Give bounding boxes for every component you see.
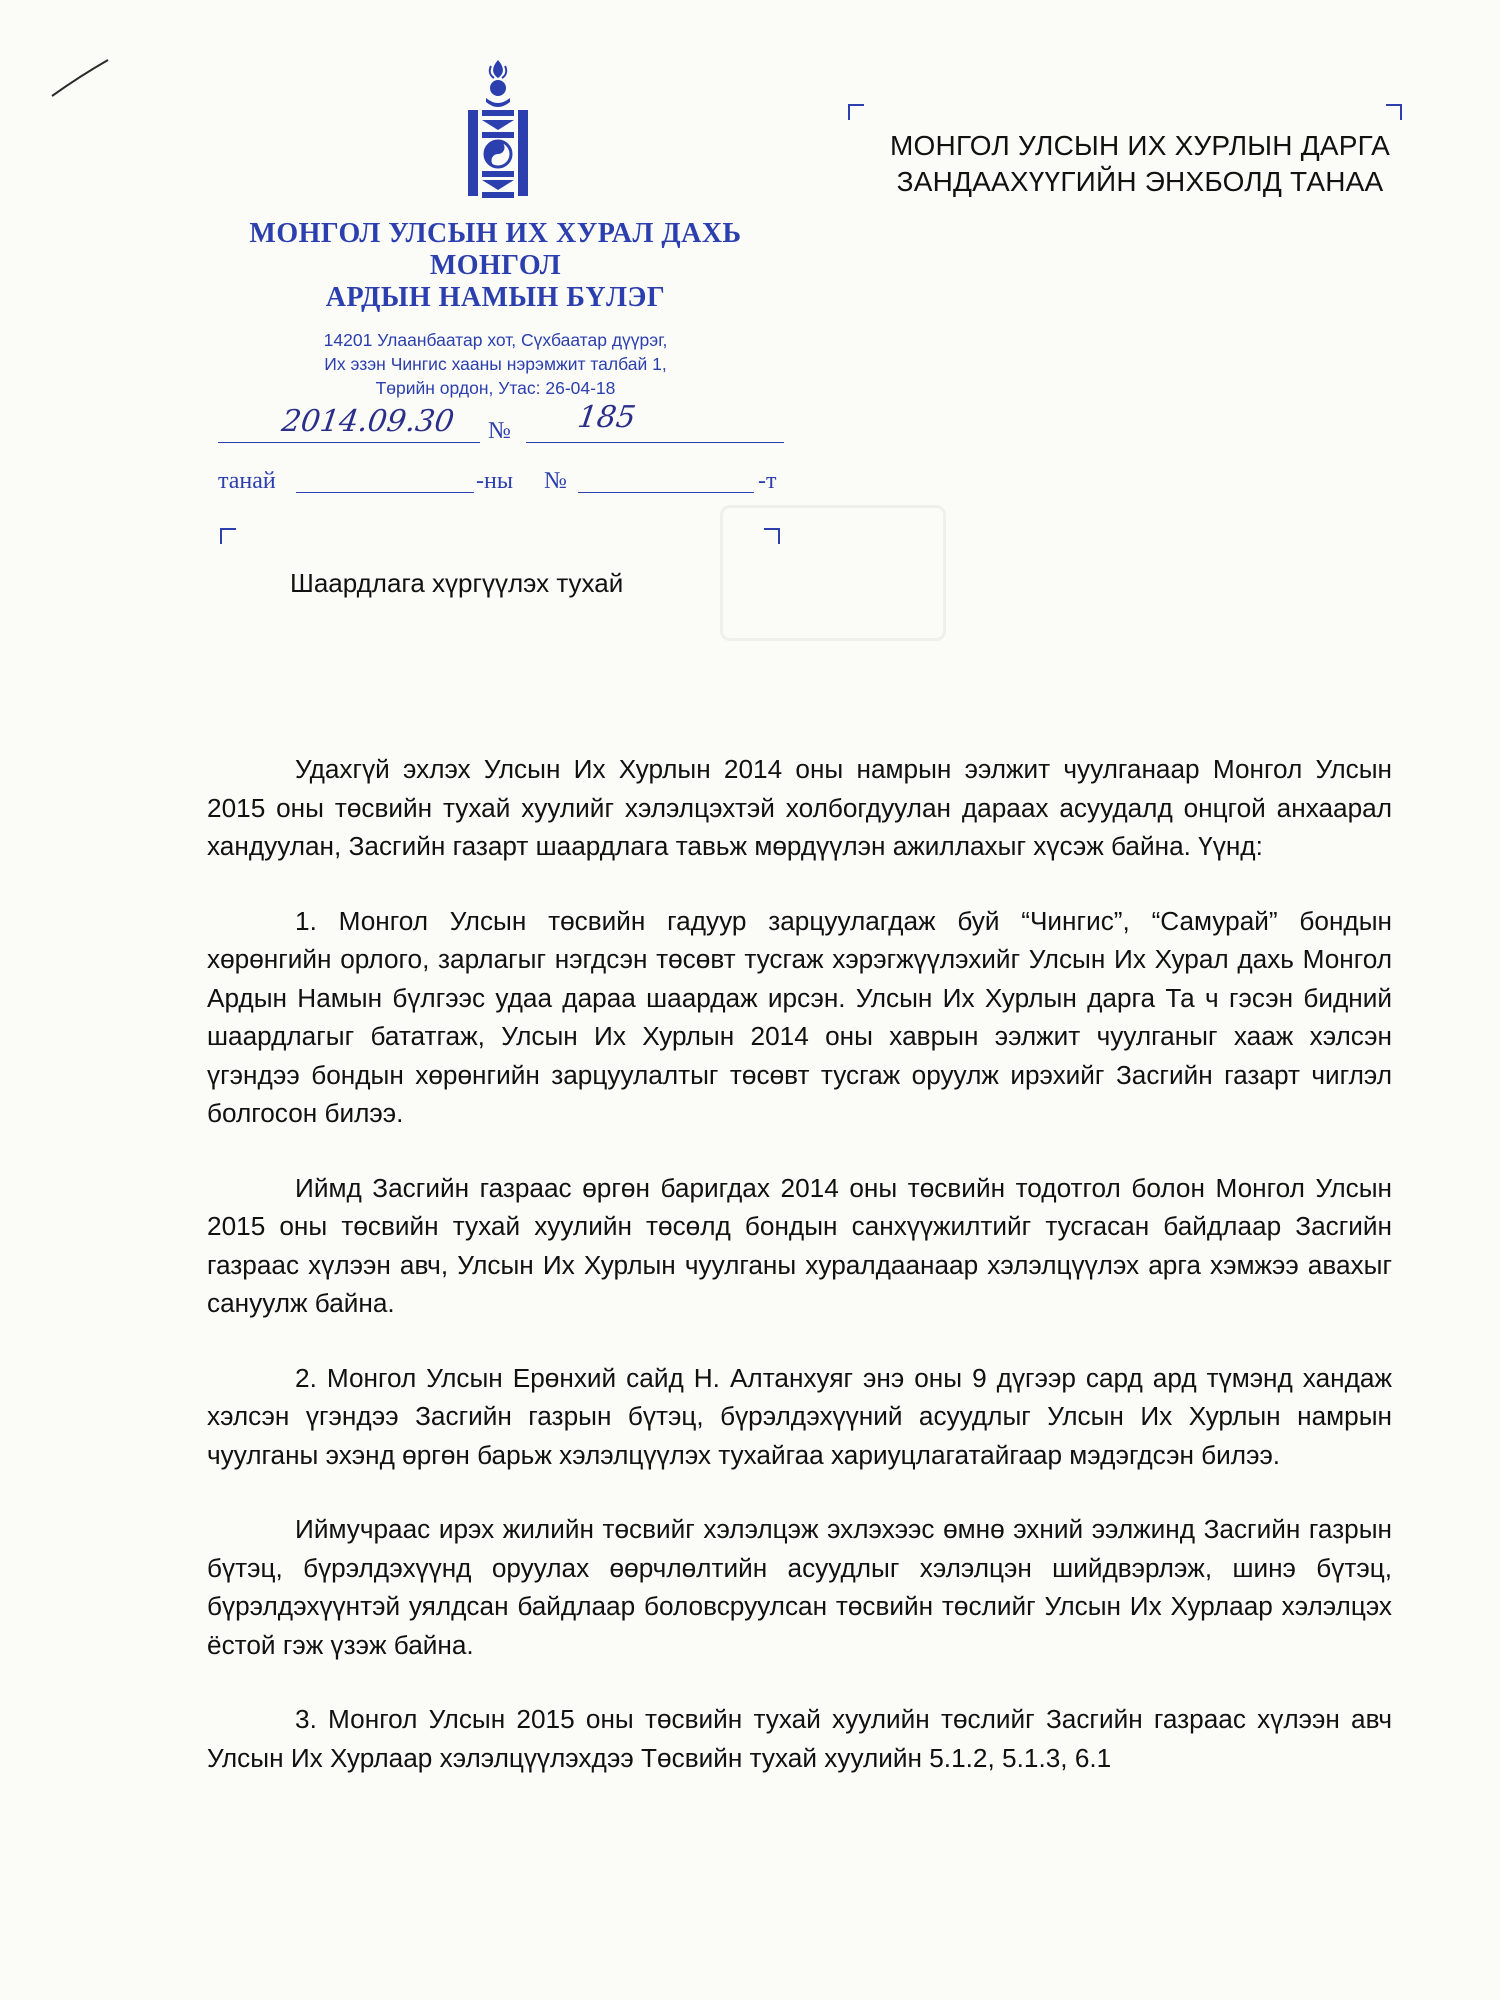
date-rule	[218, 442, 480, 443]
org-address	[218, 328, 773, 400]
body-paragraph-1b: Иймд Засгийн газраас өргөн баригдах 2014 оны төсвийн тодотгол болон Монгол Улсын 2015 оны төсвийн тухай хуулийн төсөлд бондын санхүүжилтийг тусгасан байдлаар Засгийн газраас хүлээн авч, Улсын Их Хурлын чуулганы хуралдаанаар хэлэлцүүлэх арга хэмжээ авахыг сануулж байна.	[207, 1172, 1392, 1318]
reply-suffix: -т	[758, 468, 777, 494]
reply-date-rule	[296, 492, 474, 493]
recipient-corner-right	[1386, 104, 1402, 120]
handwritten-date: 2014.09.30	[279, 404, 457, 439]
handwritten-number: 185	[575, 400, 638, 435]
recipient-line-2: ЗАНДААХҮҮГИЙН ЭНХБОЛД ТАНАА	[896, 166, 1384, 197]
body-paragraph-1: 1. Монгол Улсын төсвийн гадуур зарцуулагдаж буй “Чингис”, “Самурай” бондын хөрөнгийн орлого, зарлагыг нэгдсэн төсөвт тусгаж хэрэгжүүлэхийг Улсын Их Хурал дахь Монгол Ардын Намын бүлгээс удаа дараа шаардаж ирсэн. Улсын Их Хурлын дарга Та ч гэсэн бидний шаардлагыг бататгаж, Улсын Их Хурлын 2014 оны хаврын ээлжит чуулганыг хааж хэлсэн үгэндээ бондын хөрөнгийн зарцуулалтыг төсөвт тусгаж оруулж ирэхийг Засгийн газарт чиглэл болгосон билээ.	[207, 905, 1392, 1128]
reply-prefix: танай	[218, 468, 276, 494]
faint-stamp-bleedthrough	[720, 505, 946, 641]
address-line-3: Төрийн ордон, Утас: 26-04-18	[375, 378, 616, 398]
recipient-block	[870, 128, 1410, 200]
subject-corner-left	[220, 528, 236, 544]
body-paragraph-2: 2. Монгол Улсын Ерөнхий сайд Н. Алтанхуяг энэ оны 9 дүгээр сард ард түмэнд хандаж хэлсэн үгэндээ Засгийн газрын бүтэц, бүрэлдэхүүний асуудлыг Улсын Их Хурлын намрын чуулганы эхэнд өргөн барьж хэлэлцүүлэх тухайгаа хариуцлагатайгаар мэдэгдсэн билээ.	[207, 1362, 1392, 1470]
number-label: №	[488, 418, 511, 444]
letter-body	[207, 750, 1392, 1813]
recipient-corner-left	[848, 104, 864, 120]
letter-subject: Шаардлага хүргүүлэх тухай	[290, 568, 624, 598]
address-line-2: Их эзэн Чингис хааны нэрэмжит талбай 1,	[324, 354, 667, 374]
body-paragraph-3: 3. Монгол Улсын 2015 оны төсвийн тухай хуулийн төслийг Засгийн газраас хүлээн авч Улсын Их Хурлаар хэлэлцүүлэхдээ Төсвийн тухай хуулийн 5.1.2, 5.1.3, 6.1	[207, 1704, 1392, 1773]
reply-mid: -ны	[476, 468, 513, 494]
pen-stroke-mark	[50, 58, 110, 98]
org-name-line-1: МОНГОЛ УЛСЫН ИХ ХУРАЛ ДАХЬ	[249, 218, 742, 249]
address-line-1: 14201 Улаанбаатар хот, Сүхбаатар дүүрэг,	[323, 330, 668, 350]
reply-number-label: №	[544, 468, 567, 494]
letterhead	[218, 218, 773, 400]
body-paragraph-intro: Удахгүй эхлэх Улсын Их Хурлын 2014 оны намрын ээлжит чуулганаар Монгол Улсын 2015 оны төсвийн тухай хуулийг хэлэлцэхтэй холбогдуулан дараах асуудалд онцгой анхаарал хандуулан, Засгийн газарт шаардлага тавьж мөрдүүлэн ажиллахыг хүсэж байна. Үүнд:	[207, 754, 1392, 861]
body-paragraph-2b: Иймучраас ирэх жилийн төсвийг хэлэлцэж эхлэхээс өмнө эхний ээлжинд Засгийн газрын бүтэц, бүрэлдэхүүнд оруулах өөрчлөлтийн асуудлыг хэлэлцэн шийдвэрлэж, шинэ бүтэц, бүрэлдэхүүнтэй уялдсан байдлаар боловсруулсан төсвийн төслийг Улсын Их Хурлаар хэлэлцэх ёстой гэж үзэж байна.	[207, 1514, 1392, 1660]
reply-number-rule	[578, 492, 754, 493]
soyombo-emblem-icon	[458, 58, 538, 204]
org-name-line-2: МОНГОЛ	[429, 250, 562, 281]
org-name-line-3: АРДЫН НАМЫН БҮЛЭГ	[325, 282, 666, 313]
number-rule	[526, 442, 784, 443]
recipient-line-1: МОНГОЛ УЛСЫН ИХ ХУРЛЫН ДАРГА	[890, 130, 1390, 161]
